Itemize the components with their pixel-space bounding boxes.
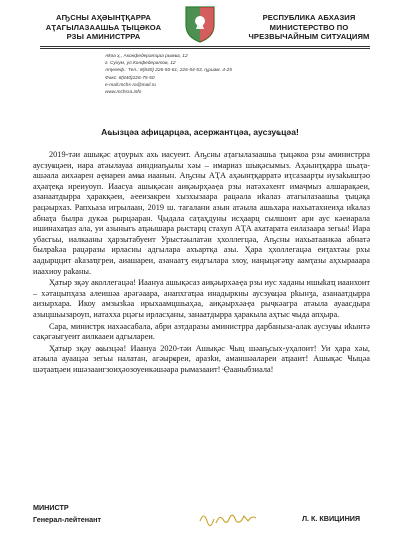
greeting-title: Аҩызцәа афицарцәа, асержантцәа, аусзуҩцәа!: [101, 127, 299, 137]
email-link[interactable]: e-mail:mchs-ra@mail.ru: [105, 82, 156, 88]
address-line: Факс: 8(840)226-75-50: [105, 75, 155, 81]
header-left-line: АҬАГЫЛАЗААШЬА ҬЫЦӘКОА: [45, 22, 162, 32]
website-link[interactable]: www.mchsra.info: [105, 90, 142, 96]
header-right-line: МИНИСТЕРСТВО ПО: [269, 22, 349, 32]
header-left-line: РЗЫ АМИНИСТРРА: [66, 32, 141, 42]
paragraph: Ҳатыр зқәу аҩызцәа! Иаануа 2020-тәи Ашықәс Ҹыц шәаҧсых-уҳалоит! Уи ҳара хәы, атәыла ауаацәа зегьы налатан, агәырҩреи, аразҟи, аманшәалареи аҵааит! Ашықәс Ҹыцәа шәҭааҵәеи ишәзааигзоиҳәозоуеикәшәара рымазааит! Ҿааныбзиала!: [33, 343, 370, 374]
paragraph: Сара, министрк иахәасабала, абри азтдаразы аминистрра дарбаныза-алак аусзуҩы иҟынтә сақәгәыгуеит аилкааеи адгылареи.: [33, 321, 370, 342]
signatory-name: Л. К. КВИЦИНИЯ: [302, 514, 361, 523]
handwritten-signature: [198, 509, 258, 527]
signatory-title: [33, 502, 101, 526]
address-line: Аҭелеф.: Тел.: 8(840) 226-50-61, 226-54-53, ҧриам. 4-25: [105, 68, 232, 74]
address-line: г. Сухум, ул.Конфедератов, 12: [105, 61, 176, 67]
letter-body: [33, 150, 370, 376]
signatory-rank: Генерал-лейтенант: [33, 515, 101, 524]
header-divider: [40, 46, 370, 47]
address-block: [105, 53, 325, 96]
state-emblem-icon: [183, 5, 217, 43]
header-right-line: ЧРЕЗВЫЧАЙНЫМ СИТУАЦИЯМ: [248, 32, 370, 42]
header-right-org: [234, 13, 384, 42]
header-left-org: [31, 13, 176, 42]
header-right-line: РЕСПУБЛИКА АБХАЗИЯ: [262, 13, 356, 22]
address-line: Аҟәа ҳ., Аконфедератцаа рымҩа, 12: [105, 54, 188, 59]
paragraph: 2019-тәи ашықәс аҭоурых ахь иасуеит. Аҧсны аҭагылазаашьа ҭыцәкоа рзы аминистрра аусзуҩцәеи, иара атәылауаа аиндиаҧылы хәы – имариаз шықәсымыз. Аҳәынҭқарра шьаҭа-ашәала аихәарен аҿиареи амҩа иаанын. Аҧсны АҬА аҳәынҭқарратә иҭсазаарҭы иузаҟышҭәо аҳәаҭеқа иреиуоуп. Иаасуа ашықәсан аиқәырҳәаҿа рзы иатәхәхент имаҷмыз алшарақәеи, азанаатдырра ҳаракқәеи, аҽеизакреи хызхызаара рацәала иҟалаз атагылазаашьа ҭыцәқа рацәырхаз. Рапхьаза игрылаан, 2019 ш. тагалани азын атәыла ашьхара иахьатахнеиҳа иҟалаз абнаҭа былра дукәа рырцәаран. Ҷыдала саҭаҳдуны исҳаарц сылшоит ари аус кәеиарала ишинахаҵаз ала, уи азыныгь аҵәышара рыстарц стахуп АҬА ахатарата еилазаара зегьы! Иара убасгьы, иалкааны ҳарзытабуеит Урыстәылатәи ҳхоллегцәа, Аҧсны иахьатаанкәа абнатә былраҟәа рацәразы ирласны адгылара ахъартқа азы. Ҳара ҳхоллегацәа еиҭахтәы рхы аадырццит аҟазаҵгреи, аиашареи, азанаатӡ еидгылара злоу, иаңыцәгәҵу аамҭазы аҳхырааара иаахиоу раҟаны.: [33, 150, 370, 276]
paragraph: Ҳатыр зқәу аколлегацәа! Иаануа ашықәсаз аиқәырхәаҿа рзы иус хаданы ишыҟаҵ иаанхоит – хәтацыпҳаза алеишәа арәгәаара, анапхгаҵәа инадыркны аусзуҩцәа рҟынӡа, азанаатдырра аизырхара. Икоу амзызҟәа ирыхаамцшьаҳәа, аиқәырхәаҿа рыҷкәагра атәыла ауаасдыра азыцшьызароуп, иатахха рцәгы ирласҳаны, занаатдырра ҳаракыла аҳтыс ҹыда апҳыра.: [33, 278, 370, 319]
header-left-line: АҦСНЫ АҲӘЫНҬҚАРРА: [56, 13, 151, 22]
signatory-position: МИНИСТР: [33, 503, 69, 512]
header-divider: [40, 48, 370, 49]
